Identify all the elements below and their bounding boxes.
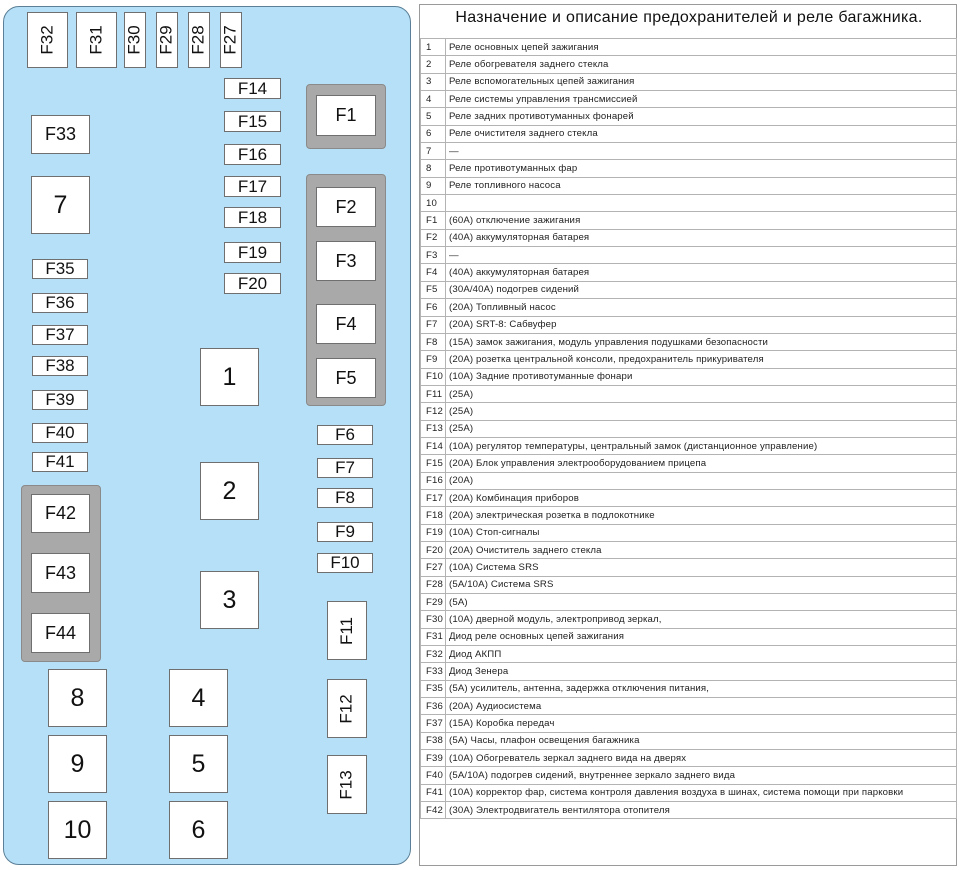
- legend-description: —: [446, 143, 957, 160]
- legend-id: F31: [421, 628, 446, 645]
- legend-id: F8: [421, 333, 446, 350]
- legend-row: [421, 195, 957, 212]
- fuse-box-diagram: [3, 6, 411, 865]
- legend-row: [421, 247, 957, 264]
- relay-9: 9: [48, 735, 107, 793]
- legend-row: [421, 524, 957, 541]
- legend-id: F3: [421, 247, 446, 264]
- legend-description: —: [446, 247, 957, 264]
- legend-id: 10: [421, 195, 446, 212]
- legend-id: F36: [421, 698, 446, 715]
- legend-row: [421, 802, 957, 819]
- legend-row: [421, 385, 957, 402]
- legend-description: (5A) усилитель, антенна, задержка отключения питания,: [446, 680, 957, 697]
- legend-row: [421, 594, 957, 611]
- fuse-f32: F32: [27, 12, 68, 68]
- fuse-f5: F5: [316, 358, 376, 398]
- fuse-f18: F18: [224, 207, 281, 228]
- legend-id: F14: [421, 437, 446, 454]
- legend-id: F42: [421, 802, 446, 819]
- legend-row: [421, 299, 957, 316]
- fuse-f42: F42: [31, 494, 90, 533]
- legend-description: (20A) Блок управления электрооборудованием прицепа: [446, 455, 957, 472]
- legend-id: F7: [421, 316, 446, 333]
- legend-row: [421, 143, 957, 160]
- fuse-f15: F15: [224, 111, 281, 132]
- fuse-f2: F2: [316, 187, 376, 227]
- legend-row: [421, 576, 957, 593]
- legend-row: [421, 541, 957, 558]
- legend-row: [421, 177, 957, 194]
- legend-id: F32: [421, 646, 446, 663]
- legend-row: [421, 333, 957, 350]
- legend-description: (25A): [446, 385, 957, 402]
- legend-description: Реле основных цепей зажигания: [446, 39, 957, 56]
- legend-description: (10A) Задние противотуманные фонари: [446, 368, 957, 385]
- legend-id: F9: [421, 351, 446, 368]
- legend-row: [421, 507, 957, 524]
- legend-id: F28: [421, 576, 446, 593]
- legend-description: (15A) Коробка передач: [446, 715, 957, 732]
- legend-description: (40A) аккумуляторная батарея: [446, 229, 957, 246]
- legend-description: (10A) регулятор температуры, центральный замок (дистанционное управление): [446, 437, 957, 454]
- fuse-f35: F35: [32, 259, 88, 279]
- legend-description: Реле обогревателя заднего стекла: [446, 56, 957, 73]
- legend-row: [421, 281, 957, 298]
- legend-description: (20A) Топливный насос: [446, 299, 957, 316]
- legend-title: Назначение и описание предохранителей и реле багажника.: [455, 9, 923, 26]
- legend-row: [421, 91, 957, 108]
- legend-id: F12: [421, 403, 446, 420]
- legend-id: F6: [421, 299, 446, 316]
- fuse-f29: F29: [156, 12, 178, 68]
- relay-10: 10: [48, 801, 107, 859]
- fuse-f43: F43: [31, 553, 90, 593]
- legend-id: 5: [421, 108, 446, 125]
- legend-description: (20A): [446, 472, 957, 489]
- fuse-f41: F41: [32, 452, 88, 472]
- legend-row: [421, 663, 957, 680]
- legend-id: F29: [421, 594, 446, 611]
- legend-id: 3: [421, 73, 446, 90]
- legend-row: [421, 125, 957, 142]
- legend-id: 1: [421, 39, 446, 56]
- legend-description: (5A) Часы, плафон освещения багажника: [446, 732, 957, 749]
- fuse-f31: F31: [76, 12, 117, 68]
- legend-row: [421, 56, 957, 73]
- legend-description: Реле очистителя заднего стекла: [446, 125, 957, 142]
- legend-description: (20A) электрическая розетка в подлокотнике: [446, 507, 957, 524]
- legend-row: [421, 472, 957, 489]
- fuse-f33: F33: [31, 115, 90, 154]
- legend-description: Реле топливного насоса: [446, 177, 957, 194]
- fuse-f14: F14: [224, 78, 281, 99]
- legend-description: Реле противотуманных фар: [446, 160, 957, 177]
- legend-row: [421, 39, 957, 56]
- legend-id: F37: [421, 715, 446, 732]
- legend-description: Диод реле основных цепей зажигания: [446, 628, 957, 645]
- fuse-f19: F19: [224, 242, 281, 263]
- legend-id: F13: [421, 420, 446, 437]
- legend-id: F30: [421, 611, 446, 628]
- relay-2: 2: [200, 462, 259, 520]
- legend-description: Реле задних противотуманных фонарей: [446, 108, 957, 125]
- legend-description: Реле системы управления трансмиссией: [446, 91, 957, 108]
- legend-id: F41: [421, 784, 446, 801]
- legend-row: [421, 264, 957, 281]
- fuse-f1: F1: [316, 95, 376, 136]
- legend-description: (20A) Аудиосистема: [446, 698, 957, 715]
- legend-id: F17: [421, 489, 446, 506]
- legend-row: [421, 73, 957, 90]
- legend-row: [421, 160, 957, 177]
- fuse-f44: F44: [31, 613, 90, 653]
- legend-description: (30A/40A) подогрев сидений: [446, 281, 957, 298]
- legend-row: [421, 489, 957, 506]
- legend-description: (10A) Стоп-сигналы: [446, 524, 957, 541]
- fuse-f6: F6: [317, 425, 373, 445]
- fuse-f12: F12: [327, 679, 367, 738]
- legend-id: F5: [421, 281, 446, 298]
- fuse-f16: F16: [224, 144, 281, 165]
- legend-id: 6: [421, 125, 446, 142]
- legend-id: 9: [421, 177, 446, 194]
- relay-1: 1: [200, 348, 259, 406]
- legend-description: (10A) Обогреватель зеркал заднего вида на дверях: [446, 750, 957, 767]
- legend-row: [421, 420, 957, 437]
- relay-6: 6: [169, 801, 228, 859]
- legend-description: (20A) Очиститель заднего стекла: [446, 541, 957, 558]
- legend-description: (15A) замок зажигания, модуль управления подушками безопасности: [446, 333, 957, 350]
- legend-row: [421, 750, 957, 767]
- legend-row: [421, 108, 957, 125]
- legend-id: F2: [421, 229, 446, 246]
- legend-description: (10A) дверной модуль, электропривод зеркал,: [446, 611, 957, 628]
- fuse-f36: F36: [32, 293, 88, 313]
- legend-description: (5A/10A) подогрев сидений, внутреннее зеркало заднего вида: [446, 767, 957, 784]
- legend-description: (20A) розетка центральной консоли, предохранитель прикуривателя: [446, 351, 957, 368]
- legend-id: F27: [421, 559, 446, 576]
- legend-table: [420, 38, 957, 819]
- legend-id: 4: [421, 91, 446, 108]
- fuse-f40: F40: [32, 423, 88, 443]
- legend-id: F4: [421, 264, 446, 281]
- legend-description: (5A/10A) Система SRS: [446, 576, 957, 593]
- legend-id: F15: [421, 455, 446, 472]
- relay-3: 3: [200, 571, 259, 629]
- legend-row: [421, 698, 957, 715]
- legend-row: [421, 715, 957, 732]
- legend-row: [421, 368, 957, 385]
- legend-row: [421, 680, 957, 697]
- legend-row: [421, 316, 957, 333]
- legend-id: F35: [421, 680, 446, 697]
- legend-description: (25A): [446, 403, 957, 420]
- fuse-f9: F9: [317, 522, 373, 542]
- fuse-legend: [419, 4, 957, 866]
- legend-description: Диод Зенера: [446, 663, 957, 680]
- legend-description: (60A) отключение зажигания: [446, 212, 957, 229]
- legend-description: (40A) аккумуляторная батарея: [446, 264, 957, 281]
- legend-row: [421, 229, 957, 246]
- fuse-f4: F4: [316, 304, 376, 344]
- fuse-f10: F10: [317, 553, 373, 573]
- legend-description: Реле вспомогательных цепей зажигания: [446, 73, 957, 90]
- legend-row: [421, 732, 957, 749]
- legend-id: F11: [421, 385, 446, 402]
- fuse-f8: F8: [317, 488, 373, 508]
- legend-row: [421, 784, 957, 801]
- fuse-f27: F27: [220, 12, 242, 68]
- relay-7: 7: [31, 176, 90, 234]
- fuse-f39: F39: [32, 390, 88, 410]
- legend-id: F18: [421, 507, 446, 524]
- legend-id: F39: [421, 750, 446, 767]
- fuse-f38: F38: [32, 356, 88, 376]
- legend-id: F19: [421, 524, 446, 541]
- legend-row: [421, 611, 957, 628]
- legend-id: 7: [421, 143, 446, 160]
- relay-5: 5: [169, 735, 228, 793]
- legend-id: 8: [421, 160, 446, 177]
- legend-id: F10: [421, 368, 446, 385]
- fuse-f3: F3: [316, 241, 376, 281]
- legend-id: F1: [421, 212, 446, 229]
- legend-description: (20A) Комбинация приборов: [446, 489, 957, 506]
- legend-row: [421, 212, 957, 229]
- fuse-f11: F11: [327, 601, 367, 660]
- legend-id: F33: [421, 663, 446, 680]
- legend-row: [421, 455, 957, 472]
- legend-id: F16: [421, 472, 446, 489]
- fuse-f37: F37: [32, 325, 88, 345]
- legend-row: [421, 628, 957, 645]
- legend-row: [421, 437, 957, 454]
- legend-description: (25A): [446, 420, 957, 437]
- fuse-f13: F13: [327, 755, 367, 814]
- legend-row: [421, 351, 957, 368]
- legend-description: (10A) Система SRS: [446, 559, 957, 576]
- legend-row: [421, 767, 957, 784]
- legend-id: F20: [421, 541, 446, 558]
- legend-description: (20A) SRT-8: Сабвуфер: [446, 316, 957, 333]
- legend-row: [421, 559, 957, 576]
- fuse-f17: F17: [224, 176, 281, 197]
- relay-4: 4: [169, 669, 228, 727]
- legend-description: [446, 195, 957, 212]
- legend-description: Диод АКПП: [446, 646, 957, 663]
- relay-8: 8: [48, 669, 107, 727]
- legend-row: [421, 646, 957, 663]
- legend-id: 2: [421, 56, 446, 73]
- legend-id: F40: [421, 767, 446, 784]
- legend-row: [421, 403, 957, 420]
- fuse-f20: F20: [224, 273, 281, 294]
- fuse-f28: F28: [188, 12, 210, 68]
- legend-id: F38: [421, 732, 446, 749]
- fuse-f30: F30: [124, 12, 146, 68]
- legend-description: (30A) Электродвигатель вентилятора отопителя: [446, 802, 957, 819]
- fuse-f7: F7: [317, 458, 373, 478]
- legend-description: (10A) корректор фар, система контроля давления воздуха в шинах, система помощи при парковки: [446, 784, 957, 801]
- legend-description: (5A): [446, 594, 957, 611]
